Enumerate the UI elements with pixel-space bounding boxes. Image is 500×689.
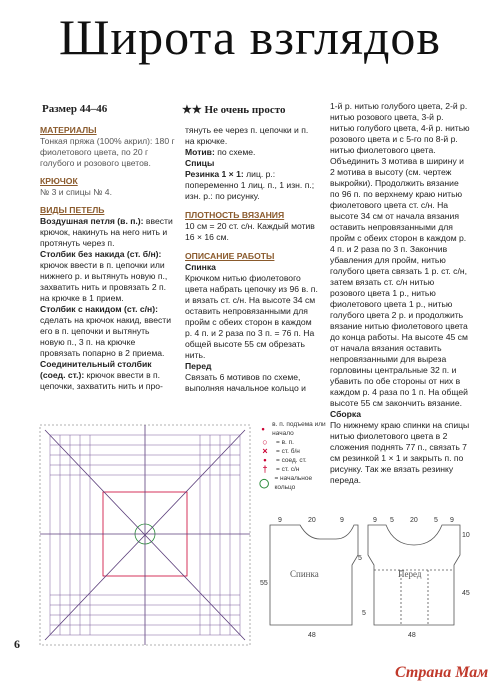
back-label: Спинка bbox=[290, 569, 319, 579]
legend-item: • = соед. ст. bbox=[263, 455, 307, 465]
motif-text: по схеме. bbox=[217, 147, 256, 157]
svg-text:10: 10 bbox=[462, 532, 470, 539]
column-2 bbox=[185, 125, 320, 394]
rib-text: лиц. р.: попеременно 1 лиц. п., 1 изн. п.; изн. р.: по рисунку. bbox=[185, 169, 315, 201]
hook-text: № 3 и спицы № 4. bbox=[40, 187, 112, 197]
materials-heading: МАТЕРИАЛЫ bbox=[40, 125, 97, 135]
svg-text:5: 5 bbox=[362, 610, 366, 617]
col3-text: 1-й р. нитью голубого цвета, 2-й р. нитью розового цвета, 3-й р. нитью голубого цвета, 4-й р. нитью розового цвета и с 5-го по 8-й р. нитью фиолетового цвета. Объединить 3 мотива в ширину и 2 мотива в высоту (см. чертеж выкройки). Продолжить вязание по 96 п. по верхнему краю нитью фиолетового цвета ст. с/н. На высоте 34 см от начала вязания оставить непровязанными для пройм с обеих сторон в каждом р. 4 п. и 2 раза по 3 п. Закончив убавления для пройм, нитью голубого цвета связать 1 р. ст. с/н, затем вязать ст. с/н нитью розового цвета 1 р., нитью фиолетового цвета 1 р., нитью голубого цвета 2 р. и продолжить вязание нитью фиолетового цвета до конца работы. На высоте 45 см от начала вязания оставить непровязанными для выреза горловины центральные 32 п. и убавить по обе стороны от них в каждом р. 4 раза по 1 п. На общей высоте 55 см закончить вязание. bbox=[330, 101, 470, 408]
col2-cont: тянуть ее через п. цепочки и п. на крючке. bbox=[185, 125, 309, 146]
front-heading: Перед bbox=[185, 361, 212, 371]
loop-text: ввести крючок, накинуть на него нить и протянуть через п. bbox=[40, 216, 173, 248]
svg-text:48: 48 bbox=[408, 632, 416, 639]
svg-text:9: 9 bbox=[340, 517, 344, 524]
watermark-logo: Страна Мам bbox=[395, 664, 489, 681]
loop-text: сделать на крючок накид, ввести его в п. цепочки и вытянуть новую п., 3 п. на крючке провязать попарно в 2 приема. bbox=[40, 315, 172, 358]
pattern-diagram bbox=[258, 515, 473, 650]
legend-item: × = ст. б/н bbox=[262, 446, 300, 456]
loops-heading: ВИДЫ ПЕТЕЛЬ bbox=[40, 205, 105, 215]
svg-text:5: 5 bbox=[358, 555, 362, 562]
svg-text:20: 20 bbox=[410, 517, 418, 524]
assembly-heading: Сборка bbox=[330, 409, 361, 419]
difficulty bbox=[182, 103, 285, 116]
svg-text:9: 9 bbox=[373, 517, 377, 524]
density-text: 10 см = 20 ст. с/н. Каждый мотив 16 × 16 см. bbox=[185, 221, 315, 242]
svg-text:5: 5 bbox=[390, 517, 394, 524]
front-label: Перед bbox=[398, 569, 422, 579]
assembly-text: По нижнему краю спинки на спицы нитью фиолетового цвета в 2 сложения поднять 77 п., связать 7 см резинкой 1 × 1 и закрыть п. по рисунку. Так же вязать резинку переда. bbox=[330, 420, 470, 485]
difficulty-label: Не очень просто bbox=[204, 104, 286, 116]
svg-text:9: 9 bbox=[278, 517, 282, 524]
back-text: Крючком нитью фиолетового цвета набрать цепочку из 96 в. п. и вязать ст. с/н. На высоте 34 см оставить непровязанными для пройм с обеих сторон в каждом р. 4 п. и 2 раза по 3 п. = 76 п. На общей высоте 55 см обрезать нить. bbox=[185, 273, 318, 360]
legend-item: ○ = в. п. bbox=[262, 437, 294, 447]
svg-text:20: 20 bbox=[308, 517, 316, 524]
loop-term: Столбик с накидом (ст. с/н): bbox=[40, 304, 158, 314]
column-3 bbox=[330, 101, 470, 486]
legend-item: † = ст. с/н bbox=[262, 464, 300, 474]
loop-text: крючок ввести в п. цепочки, захватить нить и про- bbox=[40, 370, 163, 391]
page-number: 6 bbox=[14, 637, 20, 651]
work-heading: ОПИСАНИЕ РАБОТЫ bbox=[185, 251, 275, 261]
hook-heading: КРЮЧОК bbox=[40, 176, 78, 186]
svg-text:48: 48 bbox=[308, 632, 316, 639]
svg-text:5: 5 bbox=[434, 517, 438, 524]
rib-label: Резинка 1 × 1: bbox=[185, 169, 244, 179]
loop-term: Столбик без накида (ст. б/н): bbox=[40, 249, 162, 259]
svg-text:9: 9 bbox=[450, 517, 454, 524]
legend-item: ◯ = начальное кольцо bbox=[259, 475, 313, 491]
page-title: Широта взглядов bbox=[58, 9, 442, 65]
spokes-heading: Спицы bbox=[185, 158, 215, 168]
column-1 bbox=[40, 125, 175, 392]
difficulty-stars: ★★ bbox=[182, 104, 202, 116]
back-heading: Спинка bbox=[185, 262, 216, 272]
size-label: Размер 44–46 bbox=[42, 103, 108, 115]
svg-text:45: 45 bbox=[462, 590, 470, 597]
front-text: Связать 6 мотивов по схеме, выполняя начальное кольцо и bbox=[185, 372, 306, 393]
motif-label: Мотив: bbox=[185, 147, 215, 157]
materials-text: Тонкая пряжа (100% акрил): 180 г фиолетового цвета, по 20 г голубого и розового цветов. bbox=[40, 136, 175, 168]
loop-text: крючок ввести в п. цепочки или нижнего р. и вытянуть новую п., захватить нить и провязать 2 п. на крючке в 1 прием. bbox=[40, 260, 168, 303]
motif-chart bbox=[35, 420, 255, 650]
legend-item: • в. п. подъема или начало bbox=[261, 421, 326, 437]
svg-text:55: 55 bbox=[260, 580, 268, 587]
density-heading: ПЛОТНОСТЬ ВЯЗАНИЯ bbox=[185, 210, 285, 220]
loop-term: Соединительный столбик (соед. ст.): bbox=[40, 359, 152, 380]
legend bbox=[258, 420, 328, 492]
loop-term: Воздушная петля (в. п.): bbox=[40, 216, 144, 226]
